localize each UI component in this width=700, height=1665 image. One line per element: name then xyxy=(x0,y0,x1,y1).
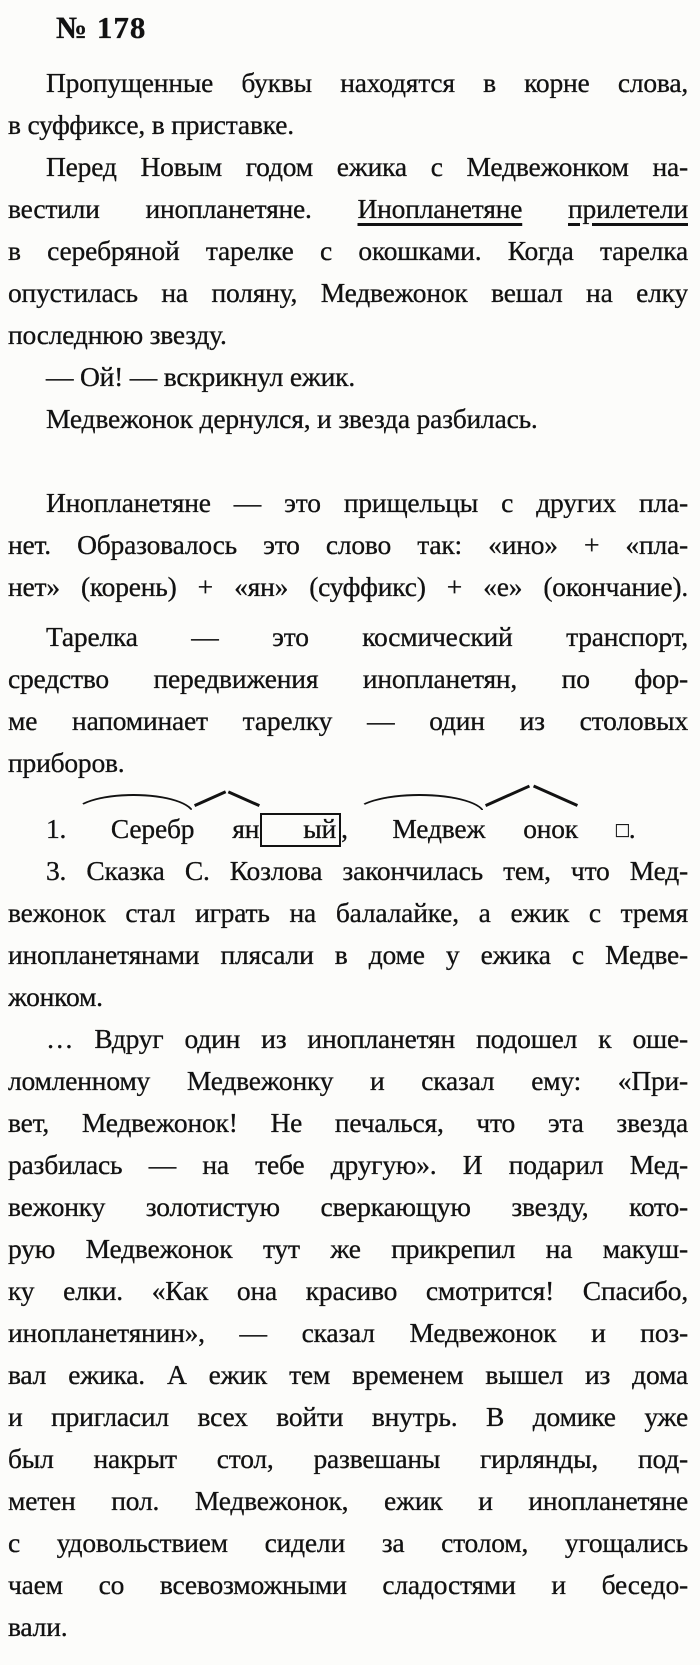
text-line: — Ой! — вскрикнул ежик. xyxy=(46,361,355,392)
text-line: вежонку золотистую сверкающую звезду, кото- xyxy=(8,1191,688,1222)
section-tale-continuation xyxy=(8,1018,688,1648)
text-line: приборов. xyxy=(8,747,125,778)
text-line: метен пол. Медвежонок, ежик и инопланетяне xyxy=(8,1485,688,1516)
text-line: жонком. xyxy=(8,981,103,1012)
text-line: вет, Медвежонок! Не печалься, что эта звезда xyxy=(8,1107,688,1138)
text-run xyxy=(522,193,568,224)
morpheme-text: 1. xyxy=(46,813,73,844)
morpheme-ending: ый xyxy=(260,813,341,847)
text-line: ку елки. «Как она красиво смотрится! Спасибо, xyxy=(8,1275,688,1306)
text-line: Инопланетяне — это прищельцы с других пла- xyxy=(46,487,688,518)
morpheme-suffix: ян xyxy=(194,808,259,850)
morpheme-suffix: онок xyxy=(485,808,578,850)
morpheme-text: . xyxy=(628,813,636,844)
exercise-number: № 178 xyxy=(56,10,147,45)
section-answer-and-dictation xyxy=(8,62,688,440)
text-body xyxy=(8,62,688,1648)
underlined-word: прилетели xyxy=(568,193,688,224)
section-word-inoplanetyane xyxy=(8,482,688,608)
text-line: Медвежонок дернулся, и звезда разбилась. xyxy=(46,403,538,434)
text-line: чаем со всевозможными сладостями и беседо- xyxy=(8,1569,688,1600)
morpheme-analysis-line xyxy=(8,808,688,850)
text-line: средство передвижения инопланетян, по фор- xyxy=(8,663,688,694)
section-morpheme-analysis xyxy=(8,808,688,850)
morpheme-root: Медвеж xyxy=(354,808,485,850)
text-line: 3. Сказка С. Козлова закончилась тем, что Мед- xyxy=(46,855,688,886)
text-line xyxy=(8,188,688,230)
text-line: и пригласил всех войти внутрь. В домике уже xyxy=(8,1401,688,1432)
underlined-word: Инопланетяне xyxy=(357,193,523,224)
text-line: … Вдруг один из инопланетян подошел к оше- xyxy=(46,1023,688,1054)
text-line: вали. xyxy=(8,1611,68,1642)
zero-ending-icon: □ xyxy=(615,818,629,842)
text-line: Перед Новым годом ежика с Медвежонком на- xyxy=(46,151,688,182)
text-line: Пропущенные буквы находятся в корне слова, xyxy=(46,67,688,98)
morpheme-text: , xyxy=(341,813,355,844)
text-line: инопланетянами плясали в доме у ежика с Медве- xyxy=(8,939,688,970)
section-word-tarelka xyxy=(8,616,688,784)
text-line: разбилась — на тебе другую». И подарил Мед- xyxy=(8,1149,688,1180)
text-line: с удовольствием сидели за столом, угощались xyxy=(8,1527,688,1558)
text-line: ломленному Медвежонку и сказал ему: «При- xyxy=(8,1065,688,1096)
morpheme-root: Серебр xyxy=(73,808,194,850)
text-line: рую Медвежонок тут же прикрепил на макуш- xyxy=(8,1233,688,1264)
text-line: нет. Образовалось это слово так: «ино» + «пла- xyxy=(8,529,688,560)
text-line: Тарелка — это космический транспорт, xyxy=(46,621,688,652)
text-line: вежонок стал играть на балалайке, а ежик с тремя xyxy=(8,897,688,928)
text-line: инопланетянин», — сказал Медвежонок и поз- xyxy=(8,1317,688,1348)
text-line: опустилась на поляну, Медвежонок вешал на елку xyxy=(8,277,688,308)
text-line: в суффиксе, в приставке. xyxy=(8,109,294,140)
text-line: нет» (корень) + «ян» (суффикс) + «е» (окончание). xyxy=(8,571,688,602)
section-tale-ending-summary xyxy=(8,850,688,1018)
text-line: последнюю звезду. xyxy=(8,319,227,350)
text-line: ме напоминает тарелку — один из столовых xyxy=(8,705,688,736)
text-line: вал ежика. А ежик тем временем вышел из дома xyxy=(8,1359,688,1390)
text-line: в серебряной тарелке с окошками. Когда тарелка xyxy=(8,235,688,266)
text-run: вестили инопланетяне. xyxy=(8,193,358,224)
text-line: был накрыт стол, развешаны гирлянды, под- xyxy=(8,1443,688,1474)
